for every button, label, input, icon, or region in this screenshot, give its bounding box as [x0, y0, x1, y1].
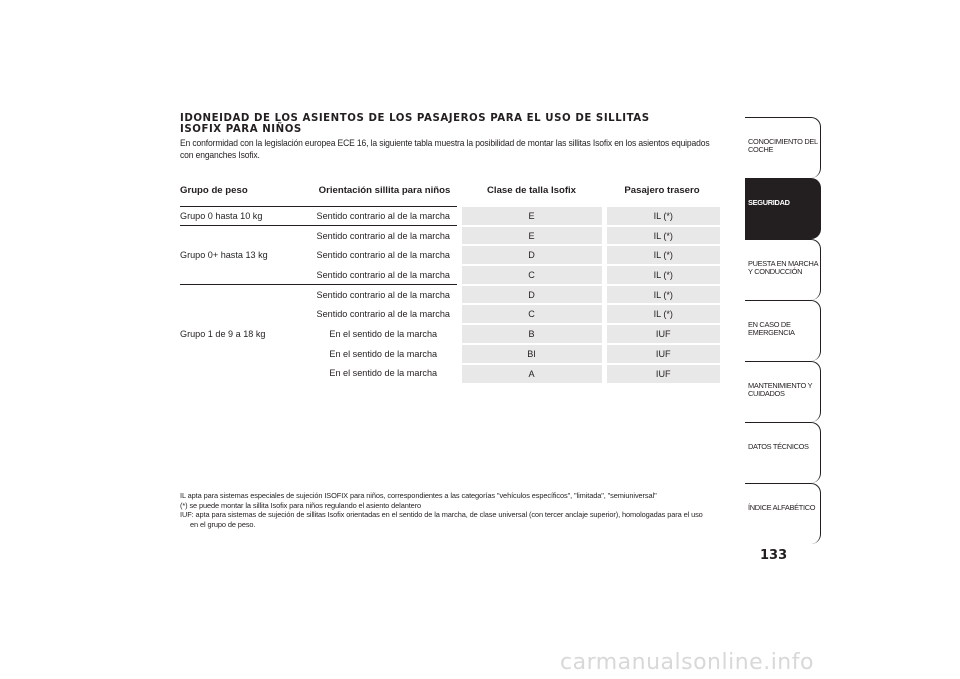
page-content	[180, 113, 720, 529]
size-class-cell: E	[459, 226, 604, 246]
rear-passenger-cell: IUF	[604, 324, 720, 344]
header-weight-group: Grupo de peso	[180, 176, 310, 206]
size-class-cell: D	[459, 285, 604, 305]
chapter-tab-2[interactable]	[745, 239, 821, 300]
orientation-cell: Sentido contrario al de la marcha	[310, 265, 459, 285]
rear-passenger-cell: IUF	[604, 344, 720, 364]
size-class-cell: E	[459, 206, 604, 226]
chapter-tab-3[interactable]	[745, 300, 821, 361]
rear-passenger-cell: IL (*)	[604, 285, 720, 305]
watermark: carmanualsonline.info	[560, 650, 814, 675]
orientation-cell: Sentido contrario al de la marcha	[316, 309, 450, 320]
weight-group-cell: Grupo 0+ hasta 13 kg	[180, 226, 310, 285]
chapter-tab-label: DATOS TÉCNICOS	[748, 442, 809, 451]
chapter-tab-label: ÍNDICE ALFABÉTICO	[748, 503, 816, 512]
section-title	[180, 113, 720, 135]
table-row	[180, 206, 720, 226]
chapter-tab-label-line2: Y CONDUCCIÓN	[748, 267, 803, 277]
section-title-line2: ISOFIX PARA NIÑOS	[180, 124, 302, 135]
size-class-cell: D	[459, 245, 604, 265]
size-class-cell: C	[459, 304, 604, 324]
chapter-tab-4[interactable]	[745, 361, 821, 422]
rear-passenger-cell: IUF	[604, 364, 720, 384]
footnote-iuf: IUF: apta para sistemas de sujeción de sillitas Isofix orientadas en el sentido de la marcha, de clase universal (con tercer anclaje superior), homologadas para el uso	[180, 510, 703, 520]
chapter-tab-5[interactable]	[745, 422, 821, 483]
isofix-table	[180, 176, 720, 383]
size-class-cell: A	[459, 364, 604, 384]
size-class-cell: BI	[459, 344, 604, 364]
chapter-tab-label: MANTENIMIENTO Y	[748, 381, 813, 390]
table-header-row	[180, 176, 720, 206]
orientation-cell: Sentido contrario al de la marcha	[316, 250, 450, 261]
rear-passenger-cell: IL (*)	[604, 226, 720, 246]
rear-passenger-cell: IL (*)	[604, 245, 720, 265]
size-class-cell: C	[459, 265, 604, 285]
rear-passenger-cell: IL (*)	[604, 206, 720, 226]
chapter-tab-label: EN CASO DE	[748, 320, 791, 329]
header-size-class: Clase de talla Isofix	[459, 176, 604, 206]
chapter-tab-label-line2: COCHE	[748, 145, 774, 155]
page-number: 133	[760, 548, 788, 563]
chapter-tab-0[interactable]	[745, 117, 821, 178]
orientation-cell: Sentido contrario al de la marcha	[316, 289, 450, 300]
chapter-tab-6[interactable]	[745, 483, 821, 544]
footnote-star: (*) se puede montar la sillita Isofix para niños regulando el asiento delantero	[180, 500, 422, 510]
orientation-cell: En el sentido de la marcha	[329, 368, 438, 379]
section-title-line1: IDONEIDAD DE LOS ASIENTOS DE LOS PASAJEROS PARA EL USO DE SILLITAS	[180, 113, 650, 124]
table-row	[180, 285, 720, 305]
rear-passenger-cell: IL (*)	[604, 265, 720, 285]
footnote-il: IL apta para sistemas especiales de sujeción ISOFIX para niños, correspondientes a las categorías "vehículos específicos", "limitada", "semiuniversal"	[180, 491, 657, 500]
orientation-cell: En el sentido de la marcha	[329, 328, 438, 339]
footnote-iuf-cont: en el grupo de peso.	[190, 519, 256, 529]
chapter-tab-label: PUESTA EN MARCHA	[748, 259, 819, 268]
chapter-tab-label-line2: CUIDADOS	[748, 389, 785, 399]
intro-paragraph: En conformidad con la legislación europea ECE 16, la siguiente tabla muestra la posibilidad de montar las sillitas Isofix en los asientos equipados con enganches Isofix.	[180, 138, 710, 160]
size-class-cell: B	[459, 324, 604, 344]
table-row	[180, 226, 720, 246]
orientation-cell: Sentido contrario al de la marcha	[316, 230, 450, 241]
weight-group-cell: Grupo 1 de 9 a 18 kg	[180, 329, 266, 340]
chapter-tab-1[interactable]	[745, 178, 821, 239]
orientation-cell: Sentido contrario al de la marcha	[310, 206, 459, 226]
chapter-tab-label: SEGURIDAD	[748, 198, 790, 207]
header-rear-passenger: Pasajero trasero	[604, 176, 720, 206]
footnotes	[180, 491, 740, 529]
header-orientation: Orientación sillita para niños	[310, 176, 459, 206]
chapter-tab-label-line2: EMERGENCIA	[748, 328, 795, 338]
orientation-cell: En el sentido de la marcha	[329, 348, 438, 359]
rear-passenger-cell: IL (*)	[604, 304, 720, 324]
chapter-tab-label: CONOCIMIENTO DEL	[748, 137, 818, 146]
weight-group-cell: Grupo 0 hasta 10 kg	[180, 206, 310, 226]
chapter-sidebar	[745, 117, 821, 544]
